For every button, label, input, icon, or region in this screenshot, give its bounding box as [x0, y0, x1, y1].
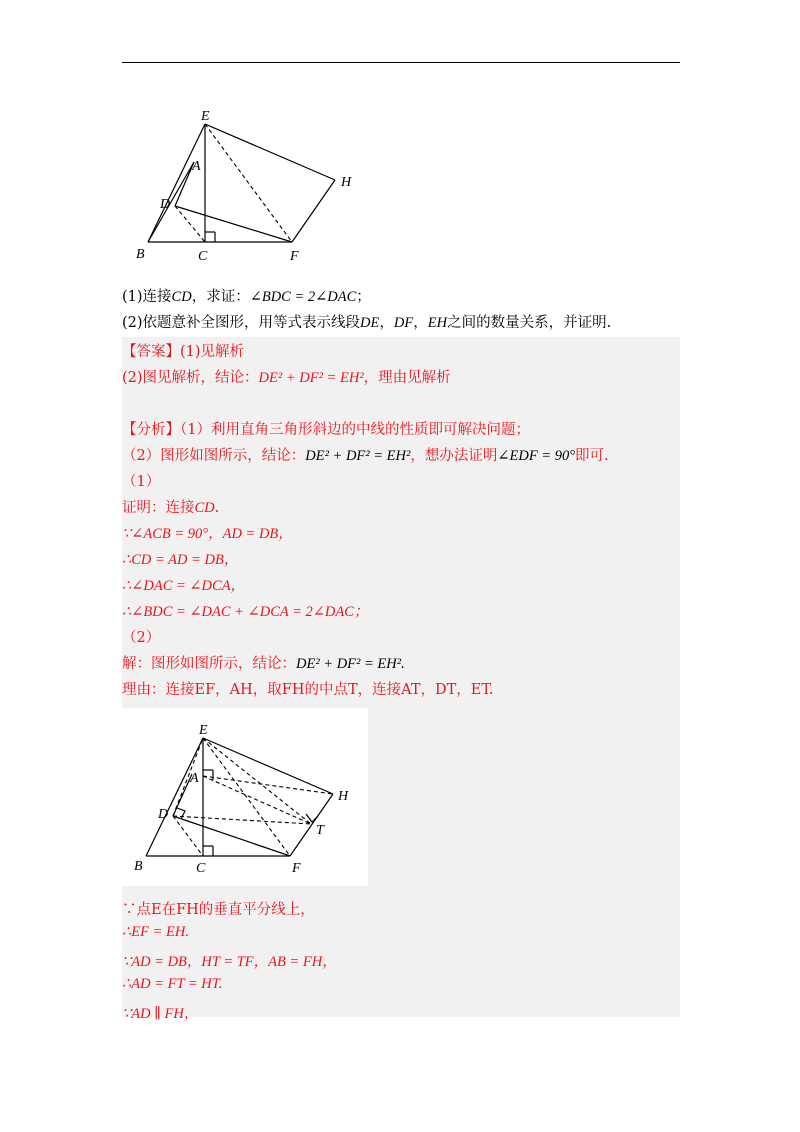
answer-line-1: 【答案】(1)见解析 — [122, 344, 245, 360]
solution-line-3: ∴CD = AD = DB， — [122, 552, 239, 568]
solution-part-1-label: （1） — [122, 474, 161, 490]
solution-line-10: ∵AD = DB，HT = TF，AB = FH， — [122, 954, 337, 970]
point-label-A: A — [190, 771, 199, 786]
point-label-F: F — [292, 861, 301, 876]
point-label-H: H — [338, 789, 349, 804]
solution-part-2-label: （2） — [122, 630, 161, 646]
geometry-figure-1 — [130, 104, 370, 264]
point-label-H: H — [341, 175, 352, 190]
point-label-F: F — [290, 249, 299, 264]
solution-line-7: 理由：连接EF，AH，取FH的中点T，连接AT，DT，ET. — [122, 682, 494, 698]
point-label-E: E — [199, 723, 208, 738]
solution-line-12: ∵AD ∥ FH， — [122, 1006, 199, 1022]
point-label-D: D — [158, 807, 169, 822]
point-label-B: B — [136, 247, 145, 262]
solution-line-1: 证明：连接CD. — [122, 500, 220, 516]
geometry-figure-2 — [128, 718, 368, 878]
question-part-2: (2)依题意补全图形，用等式表示线段DE，DF，EH之间的数量关系，并证明. — [122, 315, 612, 331]
solution-line-8: ∵点E在FH的垂直平分线上， — [122, 902, 315, 918]
solution-line-6: 解：图形如图所示，结论：DE² + DF² = EH². — [122, 656, 405, 672]
answer-line-2: (2)图见解析，结论：DE² + DF² = EH²，理由见解析 — [122, 370, 451, 386]
solution-line-9: ∴EF = EH. — [122, 924, 189, 940]
analysis-line-1: 【分析】（1）利用直角三角形斜边的中线的性质即可解决问题； — [122, 422, 530, 438]
point-label-C: C — [198, 249, 208, 264]
header-rule — [122, 62, 680, 63]
solution-line-4: ∴∠DAC = ∠DCA， — [122, 578, 246, 594]
point-label-B: B — [134, 859, 143, 874]
analysis-line-2: （2）图形如图所示，结论：DE² + DF² = EH²，想办法证明∠EDF = 90°即可. — [122, 448, 609, 464]
point-label-E: E — [201, 109, 210, 124]
point-label-C: C — [196, 861, 206, 876]
solution-line-11: ∴AD = FT = HT. — [122, 976, 223, 992]
point-label-A: A — [192, 159, 201, 174]
point-label-T: T — [316, 823, 324, 838]
solution-line-5: ∴∠BDC = ∠DAC + ∠DCA = 2∠DAC； — [122, 604, 369, 620]
point-label-D: D — [160, 197, 171, 212]
solution-line-2: ∵∠ACB = 90°，AD = DB， — [122, 526, 293, 542]
question-part-1: (1)连接CD，求证：∠BDC = 2∠DAC； — [122, 289, 371, 305]
